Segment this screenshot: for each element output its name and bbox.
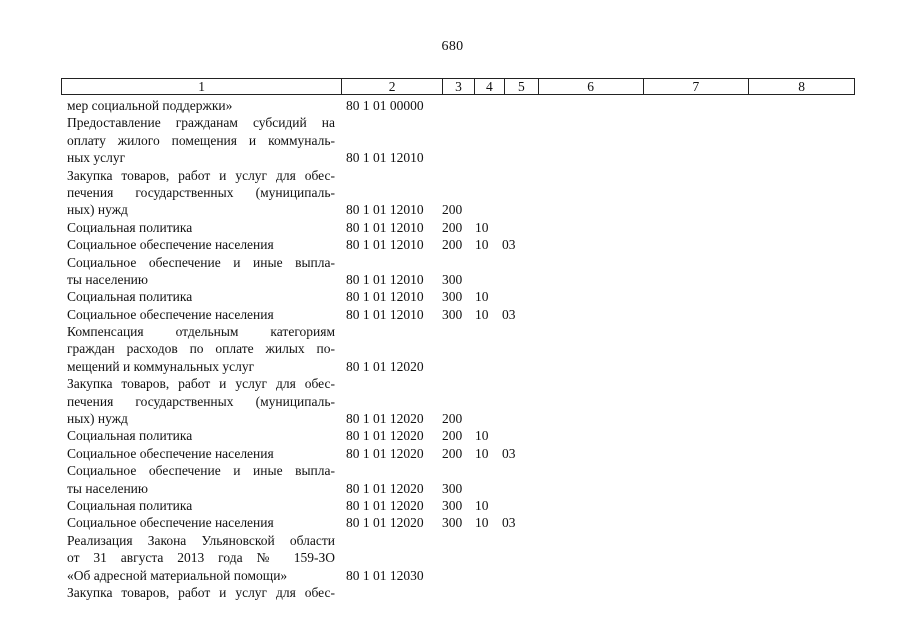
row-description: ных услуг	[67, 150, 126, 166]
row-col-3: 300	[442, 497, 463, 513]
row-code: 80 1 01 12010	[346, 289, 424, 305]
row-code: 80 1 01 12020	[346, 445, 424, 461]
row-description: Социальное обеспечение и иные выпла-	[67, 254, 335, 270]
row-description: Реализация Закона Ульяновской области	[67, 532, 335, 548]
row-col-5: 03	[502, 306, 516, 322]
row-description: Социальное обеспечение населения	[67, 237, 274, 253]
row-code: 80 1 01 12020	[346, 411, 424, 427]
row-col-3: 200	[442, 237, 463, 253]
row-description: от 31 августа 2013 года № 159-ЗО	[67, 550, 335, 566]
header-col-4: 4	[474, 79, 504, 94]
row-code: 80 1 01 12030	[346, 567, 424, 583]
row-description: Компенсация отдельным категориям	[67, 324, 335, 340]
row-description: ты населению	[67, 480, 148, 496]
row-col-4: 10	[475, 237, 489, 253]
header-col-6: 6	[538, 79, 643, 94]
header-col-5: 5	[504, 79, 538, 94]
table-header	[61, 78, 855, 95]
row-description: Социальная политика	[67, 289, 193, 305]
row-col-4: 10	[475, 428, 489, 444]
row-code: 80 1 01 12020	[346, 358, 424, 374]
row-code: 80 1 01 12010	[346, 271, 424, 287]
row-description: мещений и коммунальных услуг	[67, 358, 255, 374]
row-col-3: 200	[442, 202, 463, 218]
row-description: Закупка товаров, работ и услуг для обес-	[67, 584, 335, 600]
row-description: Социальная политика	[67, 497, 193, 513]
row-description: Социальная политика	[67, 428, 193, 444]
row-col-3: 200	[442, 445, 463, 461]
row-code: 80 1 01 12010	[346, 306, 424, 322]
row-code: 80 1 01 12010	[346, 237, 424, 253]
row-col-3: 200	[442, 411, 463, 427]
row-description: Социальное обеспечение населения	[67, 515, 274, 531]
row-description: ных) нужд	[67, 202, 128, 218]
row-col-4: 10	[475, 219, 489, 235]
row-description: граждан расходов по оплате жилых по-	[67, 341, 335, 357]
header-col-3: 3	[442, 79, 474, 94]
row-col-4: 10	[475, 289, 489, 305]
row-col-3: 300	[442, 271, 463, 287]
row-code: 80 1 01 12020	[346, 480, 424, 496]
row-col-5: 03	[502, 515, 516, 531]
row-col-3: 300	[442, 289, 463, 305]
row-description: Социальное обеспечение и иные выпла-	[67, 463, 335, 479]
row-description: оплату жилого помещения и коммуналь-	[67, 132, 335, 148]
row-col-4: 10	[475, 445, 489, 461]
row-col-4: 10	[475, 515, 489, 531]
row-description: «Об адресной материальной помощи»	[67, 567, 288, 583]
row-col-4: 10	[475, 306, 489, 322]
row-col-5: 03	[502, 445, 516, 461]
row-description: Закупка товаров, работ и услуг для обес-	[67, 167, 335, 183]
header-col-2: 2	[341, 79, 442, 94]
row-col-3: 300	[442, 515, 463, 531]
row-description: Предоставление гражданам субсидий на	[67, 115, 335, 131]
row-description: ных) нужд	[67, 411, 128, 427]
header-col-7: 7	[643, 79, 749, 94]
row-description: Социальная политика	[67, 219, 193, 235]
page-number: 680	[441, 39, 464, 54]
row-col-3: 200	[442, 428, 463, 444]
row-code: 80 1 01 12010	[346, 150, 424, 166]
row-col-3: 300	[442, 480, 463, 496]
row-description: печения государственных (муниципаль-	[67, 184, 335, 200]
row-code: 80 1 01 12020	[346, 428, 424, 444]
row-col-4: 10	[475, 497, 489, 513]
row-description: мер социальной поддержки»	[67, 98, 233, 113]
row-description: ты населению	[67, 271, 148, 287]
row-description: Закупка товаров, работ и услуг для обес-	[67, 376, 335, 392]
row-col-3: 200	[442, 219, 463, 235]
row-code: 80 1 01 12010	[346, 202, 424, 218]
row-col-3: 300	[442, 306, 463, 322]
row-description: печения государственных (муниципаль-	[67, 393, 335, 409]
row-description: Социальное обеспечение населения	[67, 306, 274, 322]
row-col-5: 03	[502, 237, 516, 253]
header-col-1: 1	[198, 79, 206, 94]
row-code: 80 1 01 12020	[346, 497, 424, 513]
row-code: 80 1 01 12020	[346, 515, 424, 531]
header-col-8: 8	[748, 79, 854, 94]
row-code: 80 1 01 12010	[346, 219, 424, 235]
row-description: Социальное обеспечение населения	[67, 445, 274, 461]
row-code: 80 1 01 00000	[346, 98, 424, 113]
